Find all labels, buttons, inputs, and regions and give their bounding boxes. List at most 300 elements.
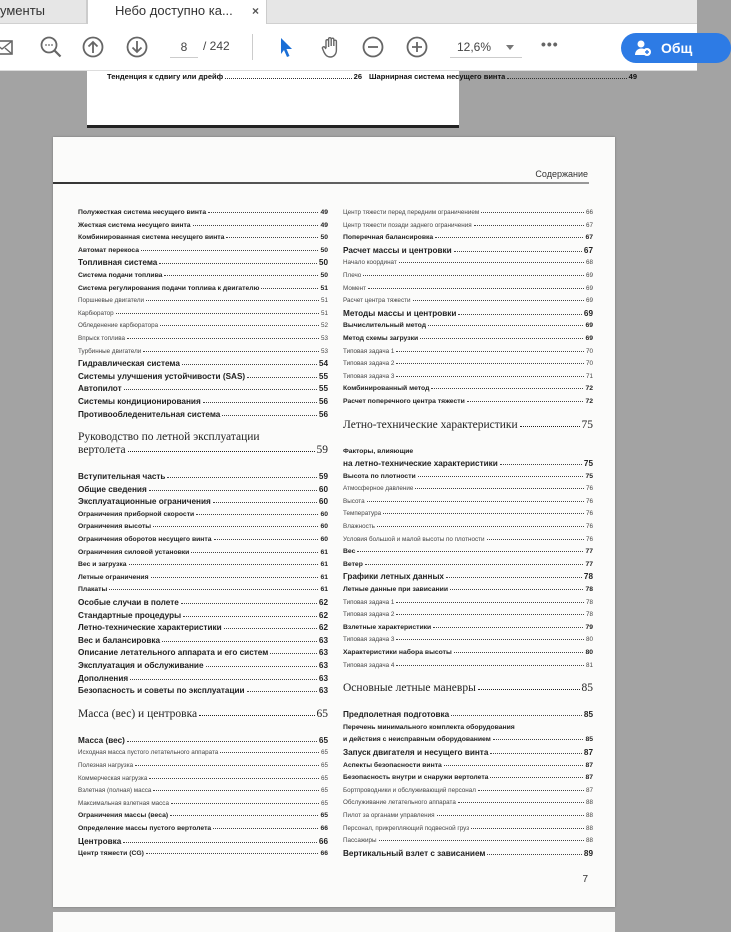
entry-title: Поршневые двигатели	[78, 297, 145, 305]
entry-title: Система регулирования подачи топлива к двигателю	[78, 284, 260, 292]
entry-page: 87	[583, 747, 593, 757]
toc-entry[interactable]	[78, 747, 328, 760]
toc-entry[interactable]	[343, 371, 593, 384]
toc-entry[interactable]	[78, 572, 328, 585]
entry-page: 26	[353, 72, 362, 81]
dot-leader	[225, 78, 351, 79]
dot-leader	[435, 237, 583, 238]
dot-leader	[444, 765, 584, 766]
entry-page: 68	[585, 259, 593, 267]
entry-title: Пассажиры	[343, 837, 377, 845]
entry-page: 76	[585, 485, 593, 493]
dot-leader	[396, 363, 584, 364]
dot-leader	[146, 853, 319, 854]
dot-leader	[116, 313, 319, 314]
dot-leader	[478, 790, 584, 791]
entry-title: Эксплуатация и обслуживание	[78, 661, 204, 670]
entry-title: Летные ограничения	[78, 573, 149, 581]
toc-entry[interactable]	[343, 785, 593, 798]
dot-leader	[500, 464, 582, 465]
entry-page: 70	[585, 347, 593, 355]
entry-title: Турбинные двигатели	[78, 347, 142, 355]
toc-entry[interactable]	[343, 333, 593, 346]
dot-leader	[270, 653, 317, 654]
entry-title: Высота по плотности	[343, 472, 416, 480]
toc-entry[interactable]	[343, 283, 593, 296]
toc-entry[interactable]	[343, 722, 593, 747]
tab-active-document[interactable]	[87, 0, 267, 25]
dot-leader	[458, 802, 584, 803]
zoom-level-dropdown[interactable]	[450, 36, 522, 58]
entry-page: 59	[316, 444, 328, 457]
entry-page: 66	[320, 850, 328, 858]
toc-entry[interactable]	[78, 270, 328, 283]
entry-page: 69	[585, 284, 593, 292]
toc-entry[interactable]	[343, 559, 593, 572]
entry-title: Атмосферное давление	[343, 485, 414, 493]
entry-page: 85	[583, 710, 593, 720]
entry-page: 56	[318, 409, 328, 419]
zoom-level-value: 12,6%	[457, 40, 492, 54]
dot-leader	[428, 325, 583, 326]
entry-page: 62	[318, 623, 328, 633]
dot-leader	[153, 790, 319, 791]
toc-entry[interactable]	[78, 496, 328, 509]
entry-title: Летные данные при зависании	[343, 586, 448, 594]
toc-entry[interactable]	[343, 797, 593, 810]
entry-page: 52	[320, 322, 328, 330]
entry-page: 49	[320, 209, 328, 216]
toc-entry[interactable]	[343, 496, 593, 509]
dot-leader	[191, 552, 318, 553]
entry-page: 65	[318, 735, 328, 745]
entry-title: Шарнирная система несущего винта	[369, 72, 506, 81]
entry-title: Ограничения силовой установки	[78, 548, 190, 556]
toc-entry[interactable]	[78, 836, 328, 849]
entry-page: 49	[628, 72, 637, 81]
toc-section-heading[interactable]	[78, 708, 328, 721]
dot-leader	[170, 815, 318, 816]
toc-entry[interactable]	[78, 760, 328, 773]
toc-entry[interactable]	[343, 634, 593, 647]
toc-entry[interactable]	[343, 597, 593, 610]
toc-entry[interactable]	[78, 685, 328, 698]
toc-entry[interactable]	[78, 484, 328, 497]
toc-entry[interactable]	[78, 773, 328, 786]
entry-page: 69	[585, 297, 593, 305]
dot-leader	[149, 778, 319, 779]
dot-leader	[182, 364, 317, 365]
running-head: Содержание	[535, 169, 588, 179]
toc-section-heading[interactable]	[78, 431, 328, 457]
toc-entry[interactable]	[78, 333, 328, 346]
dot-leader	[367, 501, 584, 502]
entry-title: Центр тяжести перед передним ограничением	[343, 209, 480, 216]
entry-title: Коммерческая нагрузка	[78, 774, 148, 782]
zoom-in-icon[interactable]	[404, 34, 430, 60]
entry-page: 66	[320, 824, 328, 832]
entry-title: Температура	[343, 510, 382, 518]
entry-page: 69	[583, 308, 593, 318]
entry-page: 62	[318, 610, 328, 620]
toc-entry[interactable]	[343, 220, 593, 233]
dot-leader	[141, 250, 318, 251]
entry-page: 55	[318, 371, 328, 381]
entry-page: 63	[318, 661, 328, 670]
toc-entry[interactable]	[343, 446, 593, 471]
entry-title: Вес	[343, 548, 356, 556]
toc-entry[interactable]	[343, 245, 593, 258]
dot-leader	[458, 314, 581, 315]
entry-page: 55	[318, 384, 328, 394]
dot-leader	[171, 803, 319, 804]
dot-leader	[415, 488, 584, 489]
entry-title: Предполетная подготовка	[343, 710, 450, 720]
entry-title: Типовая задача 2	[343, 360, 395, 368]
toc-entry[interactable]	[78, 232, 328, 245]
dot-leader	[446, 577, 582, 578]
toc-entry[interactable]	[343, 835, 593, 848]
entry-page: 80	[585, 636, 593, 644]
entry-title: Центр тяжести позади заднего ограничения	[343, 221, 472, 229]
toc-entry[interactable]	[78, 396, 328, 409]
entry-title: на летно-технические характеристики	[343, 459, 498, 469]
tab-bar	[0, 0, 697, 24]
dot-leader	[149, 490, 317, 491]
toc-entry	[369, 72, 637, 82]
dot-leader	[196, 514, 318, 515]
entry-page: 75	[581, 418, 593, 431]
entry-page: 78	[585, 598, 593, 606]
page-total: / 242	[203, 39, 230, 53]
chevron-down-icon	[506, 45, 514, 50]
toc-entry[interactable]	[343, 709, 593, 722]
toc-entry[interactable]	[343, 848, 593, 861]
toc-entry[interactable]	[78, 245, 328, 258]
dot-leader	[487, 539, 584, 540]
entry-title: Противообледенительная система	[78, 409, 221, 419]
toc-entry[interactable]	[78, 785, 328, 798]
toc-entry[interactable]	[78, 308, 328, 321]
toc-entry[interactable]	[343, 647, 593, 660]
entry-page: 66	[318, 836, 328, 846]
toc-entry[interactable]	[78, 660, 328, 673]
entry-title: Безопасность и советы по эксплуатации	[78, 686, 245, 696]
entry-title-line: Перечень минимального комплекта оборудования	[343, 723, 515, 731]
entry-page: 72	[585, 385, 593, 393]
entry-title: Вычислительный метод	[343, 322, 427, 330]
entry-title: Расчет центра тяжести	[343, 297, 411, 305]
entry-title: Поперечная балансировка	[343, 234, 434, 242]
toc-entry[interactable]	[78, 823, 328, 836]
dot-leader	[127, 741, 317, 742]
toc-entry[interactable]	[78, 534, 328, 547]
toc-entry[interactable]	[78, 559, 328, 572]
entry-title: Ветер	[343, 560, 363, 568]
toc-entry[interactable]	[343, 232, 593, 245]
toc-entry[interactable]	[343, 772, 593, 785]
toc-entry[interactable]	[78, 320, 328, 333]
dot-leader	[206, 666, 317, 667]
entry-page: 65	[320, 761, 328, 769]
toc-entry[interactable]	[343, 546, 593, 559]
toc-entry[interactable]	[343, 207, 593, 220]
dot-leader	[214, 539, 319, 540]
toc-entry[interactable]	[343, 358, 593, 371]
dot-leader	[418, 476, 584, 477]
entry-title: Определение массы пустого вертолета	[78, 824, 212, 832]
toc-entry[interactable]	[78, 597, 328, 610]
entry-page: 54	[318, 359, 328, 369]
entry-page: 75	[583, 459, 593, 469]
dot-leader	[363, 275, 584, 276]
toc-entry[interactable]	[343, 257, 593, 270]
page-number-input[interactable]	[170, 36, 198, 58]
entry-title: Исходная масса пустого летательного аппарата	[78, 749, 219, 757]
entry-title: Ограничения оборотов несущего винта	[78, 536, 212, 544]
toc-entry[interactable]	[343, 270, 593, 283]
entry-title: Метод схемы загрузки	[343, 334, 419, 342]
toc-entry[interactable]	[78, 471, 328, 484]
toc-entry[interactable]	[78, 207, 328, 220]
entry-page: 67	[585, 221, 593, 229]
dot-leader	[487, 854, 581, 855]
entry-title: Описание летательного аппарата и его систем	[78, 648, 269, 658]
select-cursor-icon[interactable]	[273, 34, 299, 60]
toc-entry[interactable]	[343, 295, 593, 308]
entry-page: 60	[318, 484, 328, 494]
toc-entry[interactable]	[343, 609, 593, 622]
toc-entry[interactable]	[78, 283, 328, 296]
entry-page: 67	[583, 245, 593, 255]
add-user-icon	[634, 39, 652, 57]
entry-title: Плечо	[343, 271, 362, 279]
entry-title: Ограничения высоты	[78, 523, 152, 531]
toc-entry[interactable]	[78, 409, 328, 422]
toc-entry[interactable]	[78, 383, 328, 396]
hand-tool-icon[interactable]	[318, 34, 344, 60]
dot-leader	[247, 377, 317, 378]
toc-entry[interactable]	[78, 810, 328, 823]
dot-leader	[474, 225, 584, 226]
page-number: 7	[582, 874, 588, 885]
toc-entry[interactable]	[343, 471, 593, 484]
entry-page: 59	[318, 472, 328, 482]
toc-column-right	[343, 207, 593, 860]
toc-entry[interactable]	[78, 584, 328, 597]
entry-title: вертолета	[78, 444, 126, 457]
toc-entry[interactable]	[78, 257, 328, 270]
previous-page-icon[interactable]	[80, 34, 106, 60]
dot-leader	[222, 415, 317, 416]
dot-leader	[181, 603, 317, 604]
toc-entry[interactable]	[343, 320, 593, 333]
toc-entry[interactable]	[343, 571, 593, 584]
entry-title: Типовая задача 2	[343, 611, 395, 619]
toc-entry[interactable]	[78, 346, 328, 359]
entry-title: Плакаты	[78, 586, 108, 594]
share-button[interactable]	[621, 33, 731, 63]
dot-leader	[481, 212, 584, 213]
entry-title: Тенденция к сдвигу или дрейф	[107, 72, 224, 81]
toc-entry[interactable]	[343, 660, 593, 673]
dot-leader	[146, 300, 319, 301]
toc-entry[interactable]	[78, 521, 328, 534]
entry-title: Высота	[343, 497, 365, 505]
entry-page: 88	[585, 824, 593, 832]
dot-leader	[128, 451, 315, 452]
dot-leader	[261, 288, 318, 289]
entry-page: 63	[318, 673, 328, 683]
entry-page: 88	[585, 799, 593, 807]
entry-page: 76	[585, 523, 593, 531]
entry-page: 65	[320, 812, 328, 820]
dot-leader	[123, 842, 317, 843]
entry-title: Автомат перекоса	[78, 246, 140, 254]
entry-title: Обслуживание летательного аппарата	[343, 799, 456, 807]
toc-entry[interactable]	[343, 508, 593, 521]
entry-title: Центр тяжести (CG)	[78, 850, 144, 858]
toc-entry[interactable]	[78, 735, 328, 748]
entry-page: 53	[320, 347, 328, 355]
toc-entry[interactable]	[78, 647, 328, 660]
toc-entry[interactable]	[343, 747, 593, 760]
entry-title: Летно-технические характеристики	[78, 623, 222, 633]
toc-entry[interactable]	[78, 635, 328, 648]
entry-title: Типовая задача 1	[343, 347, 395, 355]
dot-leader	[183, 616, 317, 617]
toc-entry[interactable]	[343, 823, 593, 836]
dot-leader	[437, 815, 584, 816]
close-tab-icon[interactable]: ×	[252, 4, 260, 18]
entry-page: 72	[585, 397, 593, 405]
dot-leader	[143, 351, 319, 352]
entry-page: 53	[320, 334, 328, 342]
entry-page: 63	[318, 686, 328, 696]
entry-title: Особые случаи в полете	[78, 598, 179, 608]
toc-column-left	[78, 207, 328, 861]
entry-page: 50	[320, 234, 328, 242]
search-more-icon[interactable]	[38, 34, 64, 60]
entry-page: 78	[583, 572, 593, 582]
entry-page: 70	[585, 360, 593, 368]
pdf-page	[53, 137, 615, 907]
toc-entry[interactable]	[343, 760, 593, 773]
toc-entry[interactable]	[78, 295, 328, 308]
toc-entry[interactable]	[343, 308, 593, 321]
toc-entry[interactable]	[78, 610, 328, 623]
entry-title: Персонал, прикрепляющий подвесной груз	[343, 824, 470, 832]
dot-leader	[130, 679, 317, 680]
toc-entry[interactable]	[343, 584, 593, 597]
toc-entry[interactable]	[78, 547, 328, 560]
dot-leader	[135, 765, 319, 766]
dot-leader	[377, 526, 584, 527]
dot-leader	[379, 840, 584, 841]
tab-documents[interactable]	[0, 0, 87, 24]
dot-leader	[396, 665, 584, 666]
toc-entry[interactable]	[78, 673, 328, 686]
tab-label: ументы	[0, 3, 45, 18]
dot-leader	[507, 78, 626, 79]
toc-entry[interactable]	[343, 483, 593, 496]
entry-title: Жесткая система несущего винта	[78, 221, 191, 229]
entry-title: Начало координат	[343, 259, 397, 267]
toolbar	[0, 24, 697, 71]
toc-entry[interactable]	[78, 220, 328, 233]
dot-leader	[450, 589, 583, 590]
dot-leader	[109, 589, 318, 590]
toc-section-heading[interactable]	[343, 682, 593, 695]
zoom-out-icon[interactable]	[360, 34, 386, 60]
dot-leader	[247, 691, 317, 692]
entry-title: Комбинированная система несущего винта	[78, 234, 225, 242]
toc-entry[interactable]	[78, 371, 328, 384]
entry-page: 69	[585, 334, 593, 342]
toc-entry[interactable]	[78, 848, 328, 861]
entry-page: 76	[585, 535, 593, 543]
toc-entry[interactable]	[343, 396, 593, 409]
dot-leader	[127, 338, 319, 339]
entry-page: 65	[320, 774, 328, 782]
entry-title: Влажность	[343, 523, 375, 531]
next-page-icon[interactable]	[124, 34, 150, 60]
entry-title: Вступительная часть	[78, 472, 166, 482]
dot-leader	[153, 526, 318, 527]
entry-title: Гидравлическая система	[78, 359, 180, 369]
entry-page: 78	[585, 611, 593, 619]
entry-title: Общие сведения	[78, 484, 147, 494]
toc-entry[interactable]	[343, 534, 593, 547]
toc-entry[interactable]	[78, 798, 328, 811]
toc-entry[interactable]	[78, 509, 328, 522]
entry-title: Взлетные характеристики	[343, 623, 432, 631]
dot-leader	[357, 551, 583, 552]
entry-title: Момент	[343, 284, 367, 292]
toc-section-heading[interactable]	[343, 419, 593, 432]
toc-entry[interactable]	[343, 383, 593, 396]
dot-leader	[396, 351, 584, 352]
dot-leader	[399, 262, 584, 263]
entry-page: 79	[585, 623, 593, 631]
entry-title: Основные летные маневры	[343, 682, 476, 695]
entry-title: Летно-технические характеристики	[343, 418, 518, 431]
toc-entry[interactable]	[343, 346, 593, 359]
dot-leader	[193, 225, 319, 226]
toc-entry[interactable]	[78, 622, 328, 635]
entry-title: Вертикальный взлет с зависанием	[343, 848, 486, 858]
dot-leader	[162, 641, 317, 642]
entry-page: 51	[320, 297, 328, 305]
entry-title: Максимальная взлетная масса	[78, 799, 169, 807]
dot-leader	[396, 639, 584, 640]
entry-title: Ограничения приборной скорости	[78, 510, 195, 518]
mail-icon[interactable]	[0, 34, 15, 60]
entry-title: Топливная система	[78, 258, 158, 268]
dot-leader	[396, 602, 584, 603]
entry-title: Условия большой и малой высоты по плотности	[343, 535, 485, 543]
more-options-icon[interactable]: •••	[541, 36, 559, 52]
entry-page: 65	[316, 707, 328, 720]
toc-entry[interactable]	[343, 622, 593, 635]
toc-entry[interactable]	[343, 810, 593, 823]
toc-entry[interactable]	[343, 521, 593, 534]
dot-leader	[396, 614, 584, 615]
toc-entry[interactable]	[78, 358, 328, 371]
entry-page: 63	[318, 648, 328, 658]
entry-title: Масса (вес)	[78, 735, 125, 745]
entry-title: Стандартные процедуры	[78, 610, 182, 620]
